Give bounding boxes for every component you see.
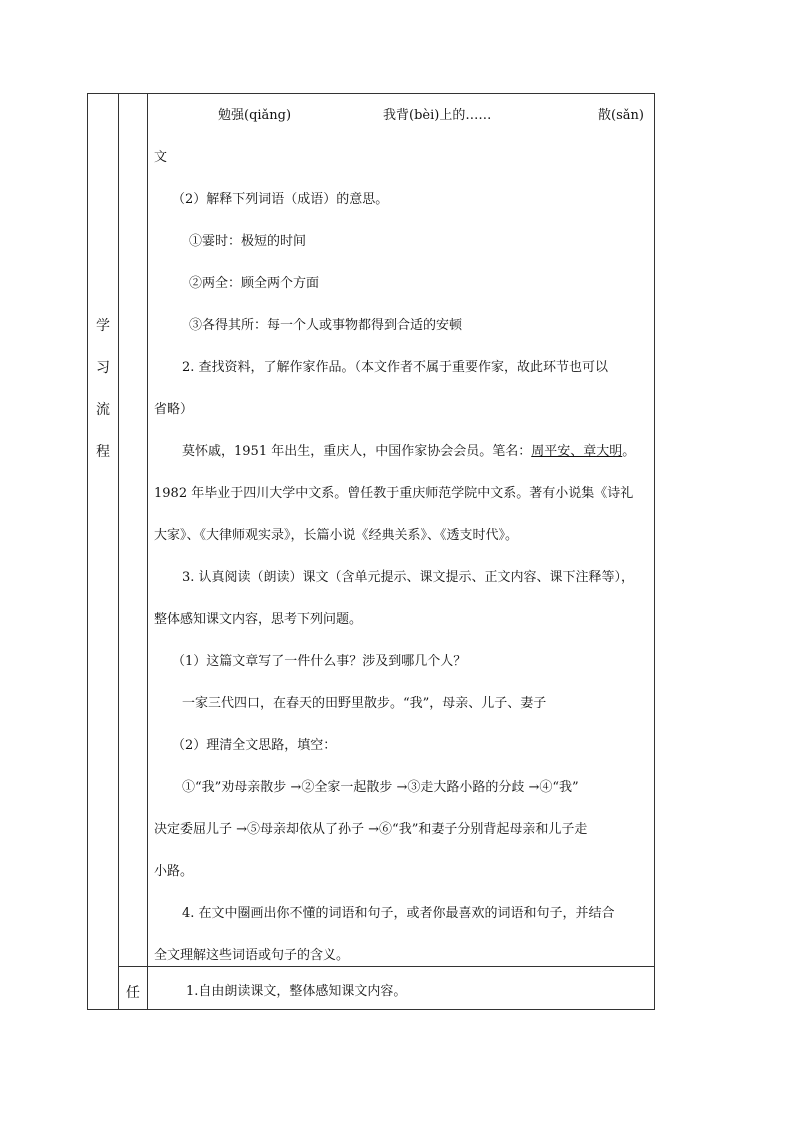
question-heading: （1）这篇文章写了一件什么事？涉及到哪几个人？ (172, 654, 467, 669)
answer-line: 决定委屈儿子 →⑤母亲却依从了孙子 →⑥“我”和妻子分别背起母亲和儿子走 (154, 822, 588, 837)
pinyin-item-1: 勉强(qiǎng) (218, 108, 292, 123)
author-bio-line: 大家》、《大律师观实录》，长篇小说《经典关系》、《透支时代》。 (154, 528, 519, 543)
question-heading: （2）解释下列词语（成语）的意思。 (172, 192, 389, 207)
answer-line: 小路。 (154, 864, 194, 879)
bio-text: 。 (622, 444, 636, 459)
label-char: 习 (96, 360, 110, 376)
column-divider-1 (118, 94, 119, 1009)
column-divider-2 (147, 94, 148, 1009)
question-heading: （2）理清全文思路，填空： (172, 738, 337, 753)
section-heading: 3. 认真阅读（朗读）课文（含单元提示、课文提示、正文内容、课下注释等）， (182, 570, 635, 585)
pinyin-item-2: 我背(bèi)上的…… (383, 108, 492, 123)
bio-text: 莫怀戚，1951 年出生，重庆人，中国作家协会会员。笔名： (182, 444, 532, 459)
definition-item: ②两全：顾全两个方面 (189, 276, 320, 291)
text-line: 文 (154, 150, 168, 165)
label-char: 学 (96, 318, 110, 334)
text-line: 整体感知课文内容，思考下列问题。 (154, 612, 363, 627)
row-divider (119, 966, 654, 967)
pinyin-item-3: 散(sǎn) (598, 108, 644, 123)
label-char: 流 (96, 402, 110, 418)
author-bio-line (182, 444, 635, 460)
text-line: 省略） (154, 402, 194, 417)
author-bio-line: 1982 年毕业于四川大学中文系。曾任教于重庆师范学院中文系。著有小说集《诗礼 (154, 486, 634, 501)
section-heading: 2. 查找资料，了解作家作品。（本文作者不属于重要作家，故此环节也可以 (182, 360, 609, 375)
label-char: 程 (96, 444, 110, 460)
pen-names: 周平安、章大明 (531, 444, 623, 459)
task-text: 1.自由朗读课文，整体感知课文内容。 (186, 984, 407, 999)
text-line: 全文理解这些词语或句子的含义。 (154, 948, 350, 963)
learning-process-label (88, 319, 118, 487)
answer-line: 一家三代四口，在春天的田野里散步。“我”，母亲、儿子、妻子 (182, 696, 547, 711)
definition-item: ③各得其所：每一个人或事物都得到合适的安顿 (189, 318, 463, 333)
section-heading: 4. 在文中圈画出你不懂的词语和句子，或者你最喜欢的词语和句子，并结合 (182, 906, 615, 921)
answer-line: ①“我”劝母亲散步 →②全家一起散步 →③走大路小路的分歧 →④“我” (182, 780, 579, 795)
lesson-table (87, 93, 655, 1010)
definition-item: ①霎时：极短的时间 (189, 234, 307, 249)
task-label: 任 (126, 985, 140, 1001)
